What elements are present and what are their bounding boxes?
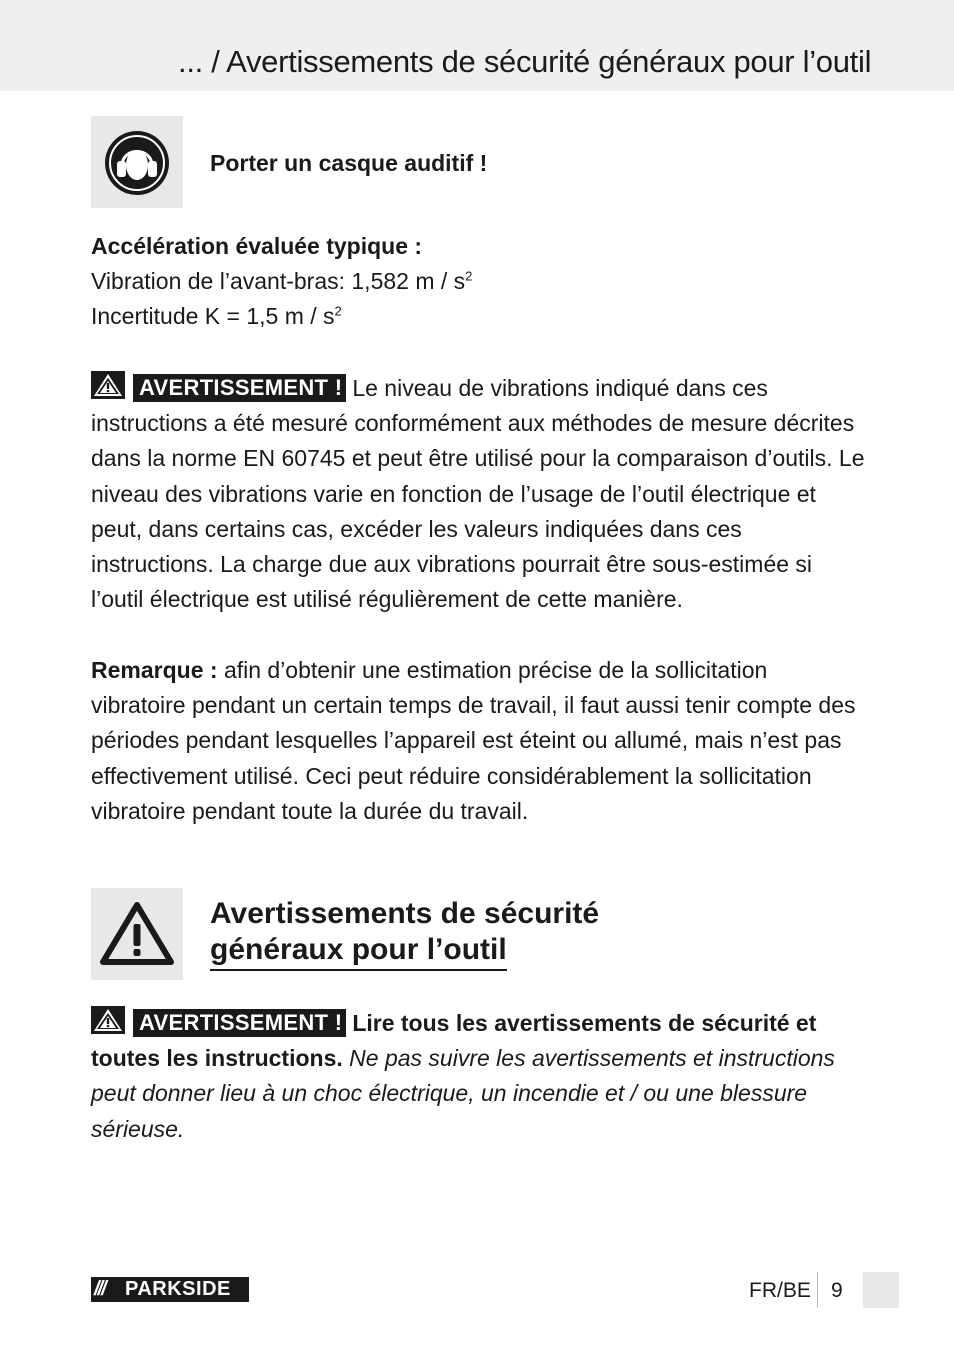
vibration-forearm-line (91, 264, 472, 299)
warning-paragraph-2 (91, 1006, 866, 1147)
language-code: FR/BE (749, 1279, 811, 1302)
parkside-logo (91, 1277, 249, 1302)
vibration-forearm-text: Vibration de l’avant-bras: 1,582 m / s (91, 268, 466, 294)
section-title-line1: Avertissements de sécurité (210, 897, 600, 930)
logo-brand: PARKSIDE (125, 1278, 231, 1300)
ear-protection-label: Porter un casque auditif ! (210, 150, 488, 176)
warning-triangle-icon (91, 888, 183, 980)
warning-italic-text: Ne pas suivre les avertissements et instructions peut donner lieu à un choc électrique, un incendie et / ou une blessure sérieuse. (91, 1045, 835, 1142)
warning-bold-text: Lire tous les avertissements de sécurité et toutes les instructions. (91, 1010, 817, 1072)
vibration-uncertainty-exponent: 2 (334, 303, 342, 319)
logo-slashes: /// (94, 1278, 105, 1300)
page-number: 9 (831, 1279, 843, 1302)
remark-paragraph (91, 653, 866, 829)
vibration-uncertainty-text: Incertitude K = 1,5 m / s (91, 303, 335, 329)
warning-text: Le niveau de vibrations indiqué dans ces instructions a été mesuré conformément aux méthodes de mesure décrites dans la norme EN 60745 et peut être utilisé pour la comparaison d’outils. Le niveau des vibrations varie en fonction de l’usage de l’outil électrique et peut, dans certains cas, excéder les valeurs indiquées dans ces instructions. La charge due aux vibrations pourrait être sous-estimée si l’outil électrique est utilisé régulièrement de cette manière. (91, 375, 865, 613)
vibration-heading: Accélération évaluée typique : (91, 233, 423, 259)
header-title: ... / Avertissements de sécurité généraux pour l’outil (178, 44, 872, 79)
warning-paragraph-1 (91, 371, 866, 617)
warning-label: AVERTISSEMENT ! (133, 1009, 346, 1037)
ear-protection-icon (91, 116, 183, 208)
page-header (0, 0, 954, 91)
vibration-uncertainty-line (91, 299, 342, 334)
warning-triangle-icon (91, 1006, 125, 1034)
vibration-forearm-exponent: 2 (465, 268, 473, 284)
footer-divider (817, 1272, 818, 1308)
section-title-line2: généraux pour l’outil (210, 932, 507, 971)
warning-triangle-icon (91, 371, 125, 399)
section-title (210, 896, 599, 971)
warning-label: AVERTISSEMENT ! (133, 374, 346, 402)
remark-label: Remarque : (91, 657, 218, 683)
footer-tab-marker (863, 1272, 899, 1308)
remark-text: afin d’obtenir une estimation précise de la sollicitation vibratoire pendant un certain temps de travail, il faut aussi tenir compte des périodes pendant lesquelles l’appareil est éteint ou allumé, mais n’est pas effectivement utilisé. Ceci peut réduire considérablement la sollicitation vibratoire pendant toute la durée du travail. (91, 657, 856, 824)
